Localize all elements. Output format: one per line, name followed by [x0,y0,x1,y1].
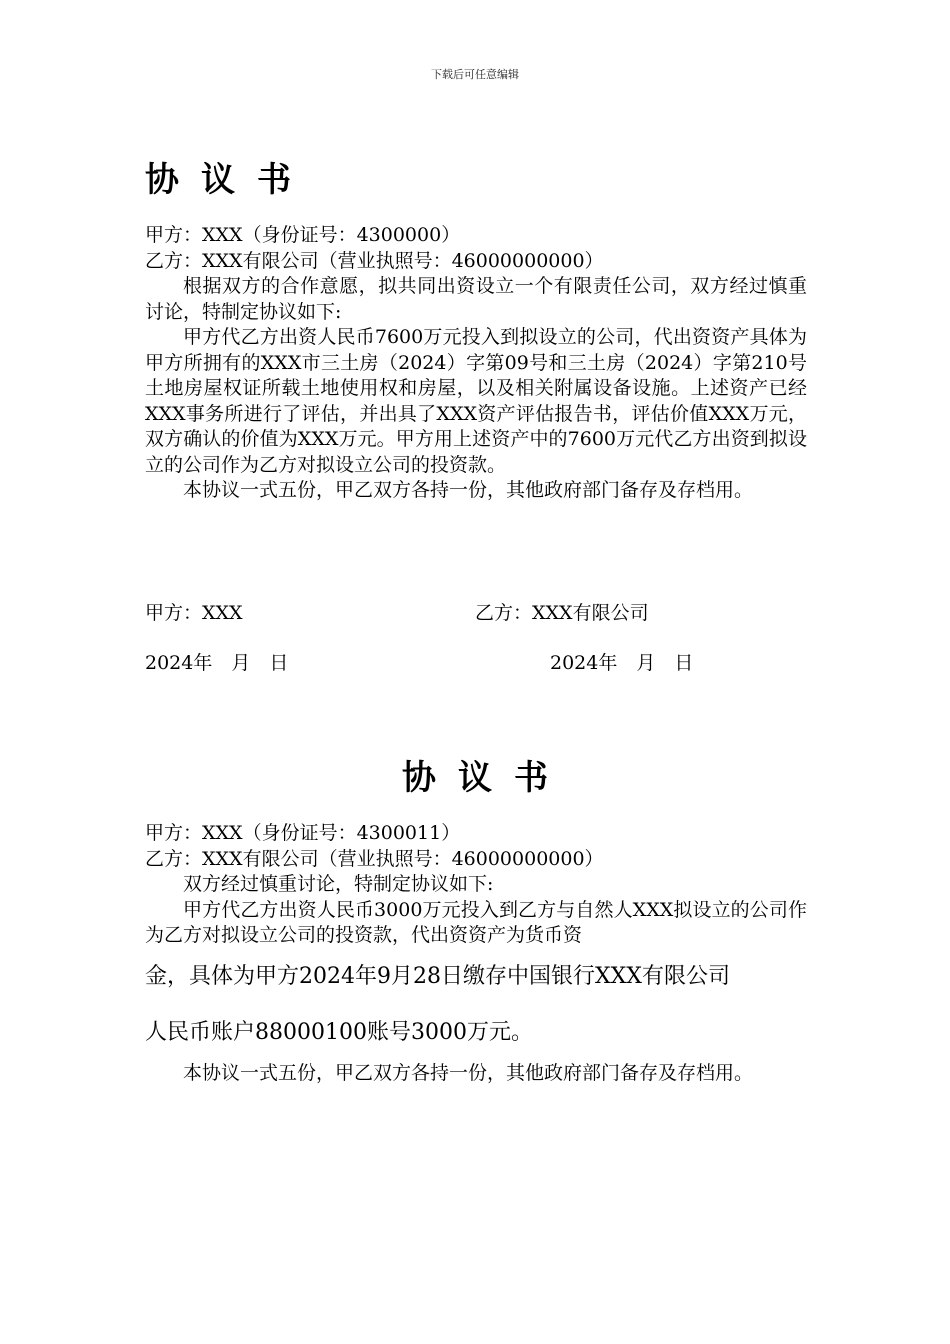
agreement-1-body [145,223,807,504]
signature-party-a: 甲方：XXX [145,602,243,624]
terms-paragraph-line-3: 金，具体为甲方2024年9月28日缴存中国银行XXX有限公司 [145,963,730,989]
date-party-b: 2024年 月 日 [550,652,694,674]
terms-paragraph: 甲方代乙方出资人民币7600万元投入到拟设立的公司，代出资资产具体为甲方所拥有的XXX市三土房（2024）字第09号和三土房（2024）字第210号土地房屋权证所载土地使用权和房屋，以及相关附属设备设施。上述资产已经XXX事务所进行了评估，并出具了XXX资产评估报告书，评估价值XXX万元，双方确认的价值为XXX万元。甲方用上述资产中的7600万元代乙方出资到拟设立的公司作为乙方对拟设立公司的投资款。 [145,326,807,476]
agreement-2-title: 协议书 [402,758,570,798]
intro-paragraph: 根据双方的合作意愿，拟共同出资设立一个有限责任公司，双方经过慎重讨论，特制定协议如下: [145,275,807,323]
date-party-a: 2024年 月 日 [145,652,289,674]
party-b-line: 乙方：XXX有限公司（营业执照号：46000000000） [145,249,604,272]
agreement-2-body [145,821,807,1086]
party-a-line: 甲方：XXX（身份证号：4300011） [145,822,461,844]
copies-paragraph: 本协议一式五份，甲乙双方各持一份，其他政府部门备存及存档用。 [183,1061,754,1084]
copies-paragraph: 本协议一式五份，甲乙双方各持一份，其他政府部门备存及存档用。 [183,479,754,501]
terms-paragraph: 甲方代乙方出资人民币3000万元投入到乙方与自然人XXX拟设立的公司作为乙方对拟设立公司的投资款，代出资资产为货币资 [145,898,807,946]
header-note: 下载后可任意编辑 [431,68,519,81]
intro-paragraph: 双方经过慎重讨论，特制定协议如下: [183,873,494,895]
party-b-line: 乙方：XXX有限公司（营业执照号：46000000000） [145,847,604,870]
agreement-1-title: 协议书 [145,160,313,200]
signature-party-b: 乙方：XXX有限公司 [475,602,649,624]
terms-paragraph-line-4: 人民币账户88000100账号3000万元。 [145,1019,533,1045]
party-a-line: 甲方：XXX（身份证号：4300000） [145,224,461,246]
